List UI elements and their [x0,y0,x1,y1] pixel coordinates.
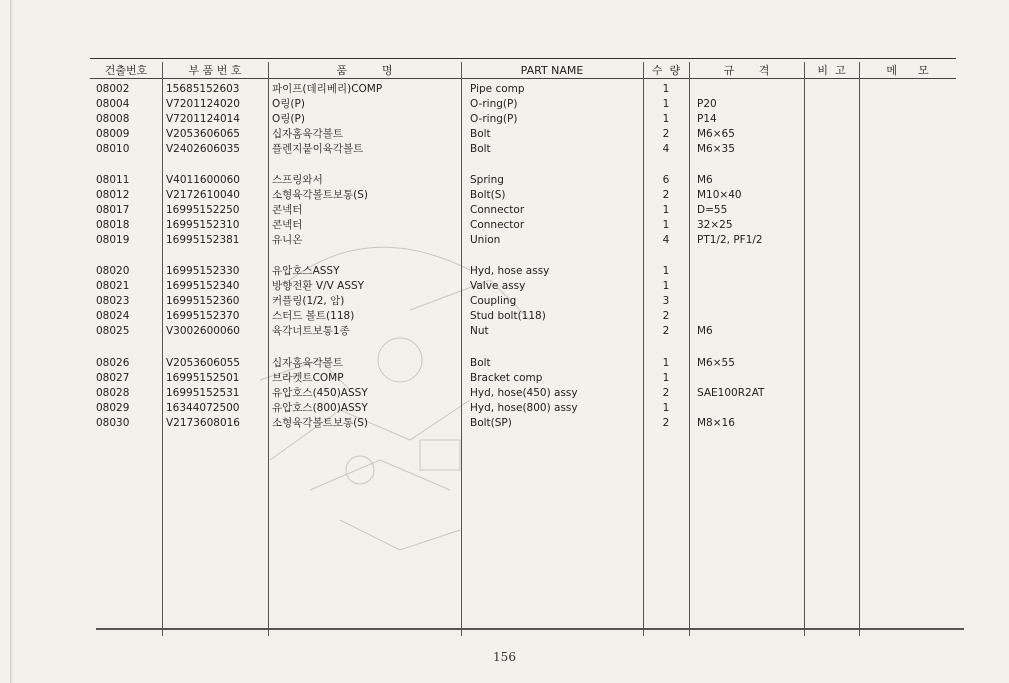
row-part-number: V2402606035 [166,143,240,155]
row-part-number: 16995152360 [166,295,240,307]
row-quantity: 1 [662,280,670,292]
row-quantity: 1 [662,357,670,369]
table-row [90,324,956,339]
table-row [90,401,956,416]
row-part-number: 16344072500 [166,402,240,414]
table-row [90,97,956,112]
row-spec: M6 [697,325,713,337]
row-part-name: Valve assy [470,280,526,292]
header-no: 건출번호 [104,64,148,77]
table-row [90,142,956,157]
row-no: 08002 [96,83,130,95]
row-quantity: 2 [662,128,670,140]
page-edge-shadow [10,0,13,683]
header-quantity: 수 량 [651,64,681,77]
row-part-name: Hyd, hose(450) assy [470,387,578,399]
row-no: 08020 [96,265,130,277]
row-part-name: Union [470,234,501,246]
row-quantity: 1 [662,372,670,384]
table-header-rule [90,78,956,79]
row-spec: SAE100R2AT [697,387,765,399]
table-row [90,203,956,218]
row-name-korean: 유압호스(800)ASSY [272,402,368,414]
table-row [90,188,956,203]
parts-table [90,58,956,636]
row-name-korean: 커플링(1/2, 암) [272,295,345,307]
row-no: 08011 [96,174,130,186]
row-name-korean: 콘넥터 [272,219,303,231]
row-part-number: 16995152330 [166,265,240,277]
row-part-name: Bolt [470,128,491,140]
row-part-name: Spring [470,174,504,186]
row-quantity: 1 [662,98,670,110]
row-part-number: 16995152381 [166,234,240,246]
header-spec: 규 격 [723,64,770,77]
row-part-name: Bolt [470,357,491,369]
table-row [90,309,956,324]
table-row [90,371,956,386]
row-quantity: 4 [662,234,670,246]
row-name-korean: 십자홈육각볼트 [272,128,344,140]
table-top-rule [90,58,956,59]
row-part-number: V2053606055 [166,357,240,369]
row-name-korean: 파이프(데리베리)COMP [272,83,383,95]
row-no: 08027 [96,372,130,384]
row-quantity: 2 [662,310,670,322]
table-row [90,279,956,294]
row-quantity: 3 [662,295,670,307]
header-part-name: PART NAME [520,64,584,77]
row-part-name: Bracket comp [470,372,543,384]
table-row [90,127,956,142]
row-no: 08008 [96,113,130,125]
row-part-name: Connector [470,219,525,231]
row-name-korean: 콘넥터 [272,204,303,216]
row-spec: M6×65 [697,128,735,140]
table-row [90,233,956,248]
row-no: 08021 [96,280,130,292]
page-number: 156 [493,650,516,664]
row-quantity: 1 [662,83,670,95]
row-part-number: 16995152250 [166,204,240,216]
row-spec: M6×35 [697,143,735,155]
table-row [90,218,956,233]
row-no: 08017 [96,204,130,216]
row-part-number: 15685152603 [166,83,240,95]
row-spec: M10×40 [697,189,742,201]
row-part-name: Hyd, hose assy [470,265,550,277]
row-no: 08028 [96,387,130,399]
row-quantity: 1 [662,204,670,216]
row-quantity: 1 [662,113,670,125]
row-part-number: V3002600060 [166,325,240,337]
row-part-name: Bolt(S) [470,189,506,201]
row-no: 08025 [96,325,130,337]
row-spec: P14 [697,113,717,125]
row-name-korean: 소형육각볼트보통(S) [272,189,369,201]
row-part-number: V2173608016 [166,417,240,429]
row-name-korean: O링(P) [272,113,305,125]
table-row [90,173,956,188]
row-spec: M8×16 [697,417,735,429]
row-name-korean: 육각너트보통1종 [272,325,350,337]
row-part-name: Stud bolt(118) [470,310,546,322]
row-quantity: 2 [662,325,670,337]
row-quantity: 4 [662,143,670,155]
row-name-korean: 유압호스(450)ASSY [272,387,368,399]
table-row [90,264,956,279]
row-part-name: Connector [470,204,525,216]
row-no: 08004 [96,98,130,110]
row-spec: M6×55 [697,357,735,369]
row-part-number: V7201124020 [166,98,240,110]
row-part-name: O-ring(P) [470,98,518,110]
row-no: 08029 [96,402,130,414]
header-memo: 메 모 [886,64,929,77]
row-part-name: O-ring(P) [470,113,518,125]
row-spec: PT1/2, PF1/2 [697,234,763,246]
row-name-korean: 유니온 [272,234,303,246]
row-part-number: 16995152370 [166,310,240,322]
row-name-korean: O링(P) [272,98,305,110]
row-no: 08019 [96,234,130,246]
header-remark: 비 고 [817,64,846,77]
row-name-korean: 유압호스ASSY [272,265,340,277]
header-part-number: 부 품 번 호 [188,64,242,77]
row-name-korean: 방향전환 V/V ASSY [272,280,365,292]
row-spec: D=55 [697,204,728,216]
table-row [90,112,956,127]
table-row [90,386,956,401]
table-row [90,416,956,431]
row-quantity: 2 [662,417,670,429]
row-name-korean: 소형육각볼트보통(S) [272,417,369,429]
row-no: 08018 [96,219,130,231]
row-quantity: 1 [662,402,670,414]
table-bottom-rule [96,628,964,630]
row-name-korean: 스터드 볼트(118) [272,310,355,322]
row-part-name: Pipe comp [470,83,525,95]
row-no: 08009 [96,128,130,140]
row-name-korean: 플렌지붙이육각볼트 [272,143,364,155]
row-no: 08023 [96,295,130,307]
row-spec: 32×25 [697,219,733,231]
row-name-korean: 스프링와서 [272,174,323,186]
row-part-name: Hyd, hose(800) assy [470,402,578,414]
row-part-number: V7201124014 [166,113,240,125]
row-quantity: 6 [662,174,670,186]
row-part-number: V4011600060 [166,174,240,186]
table-row [90,294,956,309]
row-quantity: 1 [662,265,670,277]
row-quantity: 2 [662,189,670,201]
row-part-name: Bolt(SP) [470,417,512,429]
table-row [90,356,956,371]
row-name-korean: 브라켓트COMP [272,372,344,384]
table-row [90,82,956,97]
row-part-number: 16995152310 [166,219,240,231]
row-part-number: 16995152340 [166,280,240,292]
row-spec: P20 [697,98,717,110]
row-no: 08012 [96,189,130,201]
row-part-number: 16995152531 [166,387,240,399]
row-part-number: 16995152501 [166,372,240,384]
row-part-name: Nut [470,325,489,337]
row-quantity: 2 [662,387,670,399]
row-part-name: Bolt [470,143,491,155]
row-no: 08026 [96,357,130,369]
row-no: 08010 [96,143,130,155]
row-spec: M6 [697,174,713,186]
row-part-number: V2053606065 [166,128,240,140]
row-no: 08030 [96,417,130,429]
row-quantity: 1 [662,219,670,231]
row-name-korean: 십자홈육각볼트 [272,357,344,369]
row-no: 08024 [96,310,130,322]
header-name-korean: 품 명 [336,64,393,77]
row-part-name: Coupling [470,295,517,307]
row-part-number: V2172610040 [166,189,240,201]
